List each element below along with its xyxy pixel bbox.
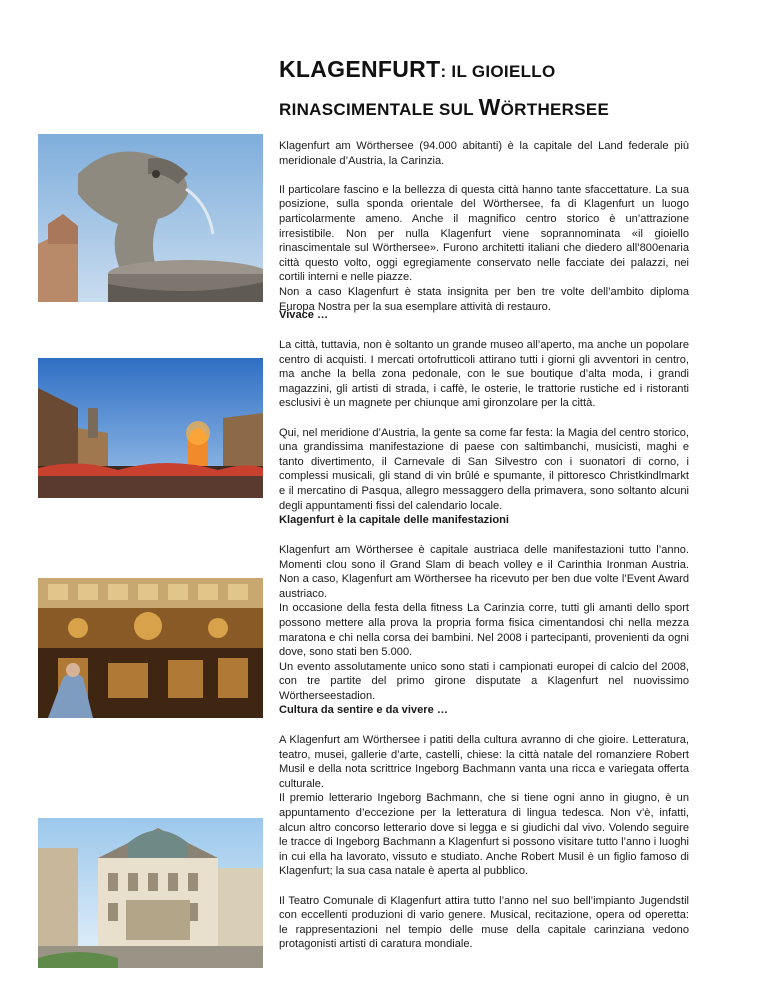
manifestazioni-section [279, 543, 689, 704]
manifestazioni-paragraph-3: Un evento assolutamente unico sono stati i campionati europei di calcio del 2008, con tre partite del primo girone disputate a Klagenfurt nel nuovissimo Wörtherseestadion. [279, 660, 689, 702]
photo-dragon-fountain [38, 134, 263, 302]
heading-manifestazioni: Klagenfurt è la capitale delle manifestazioni [279, 514, 509, 526]
cultura-paragraph-3: Il Teatro Comunale di Klagenfurt attira tutto l’anno nel suo bell’impianto Jugendstil con eccellenti produzioni di vario genere. Musical, recitazione, opera od operetta: le rappresentazioni nel tempio delle muse della capitale carinziana vedono protagonisti artisti di caratura mondiale. [279, 894, 689, 951]
title-small-3: ÖRTHERSEE [500, 100, 610, 119]
page-title [279, 52, 739, 128]
vivace-section [279, 338, 689, 513]
title-word-klagenfurt: KLAGENFURT [279, 56, 441, 82]
cultura-section [279, 733, 689, 952]
title-initial-w: W [478, 94, 501, 120]
intro-paragraph-1: Klagenfurt am Wörthersee (94.000 abitanti) è la capitale del Land federale più meridionale d’Austria, la Carinzia. [279, 140, 689, 167]
intro-paragraph-3: Non a caso Klagenfurt è stata insignita per ben tre volte dell’ambito diploma Europa Nostra per la sua esemplare attività di restauro. [279, 285, 689, 313]
heading-vivace: Vivace … [279, 309, 329, 321]
manifestazioni-paragraph-2: In occasione della festa della fitness La Carinzia corre, tutti gli amanti dello sport possono mettere alla prova la propria forma fisica cimentandosi chi nella mezza maratona e chi nella corsa dei bambini. Nel 2008 i partecipanti, provenienti da ogni dove, sono stati ben 5.000. [279, 602, 689, 659]
vivace-paragraph-1: La città, tuttavia, non è soltanto un grande museo all’aperto, ma anche un popolare centro di acquisti. I mercati ortofrutticoli attirano tutti i giorni gli avventori in centro, ma anche la bella zona pedonale, con le sue boutique d’alta moda, i grandi magazzini, gli artisti di strada, i caffè, le osterie, le trattorie rustiche ed i ristoranti esclusivi è un magnete per chiunque ami gironzolare per la città. [279, 339, 689, 410]
title-small-2: RINASCIMENTALE SUL [279, 100, 479, 119]
manifestazioni-paragraph-1: Klagenfurt am Wörthersee è capitale austriaca delle manifestazioni tutto l’anno. Momenti clou sono il Grand Slam di beach volley e il Carinthia Ironman Austria. Non a caso, Klagenfurt am Wörthersee ha ricevuto per ben due volte l’Event Award austriaco. [279, 544, 689, 600]
photo-evening-square [38, 358, 263, 498]
photo-theatre-facade [38, 818, 263, 968]
cultura-paragraph-2: Il premio letterario Ingeborg Bachmann, che si tiene ogni anno in giugno, è un appuntamento d’eccezione per la letteratura di lingua tedesca. Non v’è, infatti, alcun altro concorso letterario dove si legga e si giudichi dal vivo. Volendo seguire le tracce di Ingeborg Bachmann a Klagenfurt si possono visitare tutto l’anno i luoghi in cui ella ha lavorato, vissuto e studiato. Anche Robert Musil è un figlio famoso di Klagenfurt; la sua casa natale è aperta al pubblico. [279, 792, 689, 878]
title-small-1: : IL GIOIELLO [440, 62, 556, 81]
intro-paragraph-2: Il particolare fascino e la bellezza di questa città hanno tante sfaccettature. La sua posizione, sulla sponda orientale del Wörthersee, fa di Klagenfurt un luogo particolarmente ameno. Anche il magnifico centro storico è un’attrazione irresistibile. Non per nulla Klagenfurt viene soprannominata «il gioiello rinascimentale sul Wörthersee». Furono architetti italiani che diedero all’800enaria città questo volto, oggi egregiamente conservato nelle facciate dei palazzi, nei cortili interni e nelle piazze. [279, 183, 689, 284]
photo-theatre-interior [38, 578, 263, 718]
intro-section [279, 139, 689, 314]
heading-cultura: Cultura da sentire e da vivere … [279, 704, 448, 716]
cultura-paragraph-1: A Klagenfurt am Wörthersee i patiti della cultura avranno di che gioire. Letteratura, teatro, musei, gallerie d’arte, castelli, chiese: la città natale del romanziere Robert Musil e della nota scrittrice Ingeborg Bachmann vanta una ricca e variegata offerta culturale. [279, 734, 689, 790]
vivace-paragraph-2: Qui, nel meridione d’Austria, la gente sa come far festa: la Magia del centro storico, una grandissima manifestazione di paese con saltimbanchi, musicisti, maghi e tanto divertimento, il Carnevale di San Silvestro con i suonatori di corno, i complessi musicali, gli stand di vin brûlé e spumante, il pittoresco Christkindlmarkt e il mercatino di Pasqua, allegro messaggero della primavera, sono soltanto alcuni degli appuntamenti fissi del calendario locale. [279, 426, 689, 512]
